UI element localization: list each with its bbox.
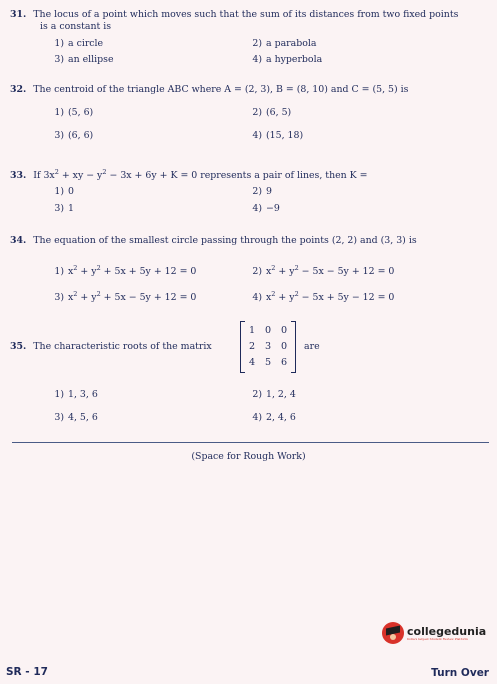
option: 2) a parabola [252, 38, 317, 49]
option: 3) $x^2 + y^2 + 5x - 5y + 12 = 0$ [54, 290, 197, 304]
question-text: The equation of the smallest circle passing through the points (2, 2) and (3, 3) is [33, 235, 417, 246]
option: 2) (6, 5) [252, 107, 292, 118]
option: 1) $x^2 + y^2 + 5x + 5y + 12 = 0$ [54, 264, 197, 278]
option: 1) (5, 6) [54, 107, 94, 118]
question-33 [10, 166, 487, 182]
matrix-cell: 0 [280, 341, 288, 352]
question-number: 31. [10, 9, 27, 20]
option: 1) 0 [54, 186, 74, 197]
option: 4) (15, 18) [252, 130, 304, 141]
option: 2) 1, 2, 4 [252, 389, 296, 400]
question-text: The centroid of the triangle ABC where A = (2, 3), B = (8, 10) and C = (5, 5) is [33, 84, 409, 95]
question-31 [10, 9, 487, 33]
option: 4) $x^2 + y^2 - 5x + 5y - 12 = 0$ [252, 290, 395, 304]
matrix [240, 321, 296, 373]
logo-tagline: India's largest Student Review Platform [407, 636, 468, 641]
turn-over-label: Turn Over [431, 667, 489, 679]
question-text-cont: is a constant is [40, 21, 112, 32]
logo-icon [382, 622, 404, 644]
question-35 [10, 341, 212, 353]
matrix-cell: 0 [264, 325, 272, 336]
option: 2) 9 [252, 186, 272, 197]
question-number: 32. [10, 84, 27, 95]
option: 4) a hyperbola [252, 54, 323, 65]
matrix-cell: 0 [280, 325, 288, 336]
option: 4) 2, 4, 6 [252, 412, 296, 423]
matrix-cell: 6 [280, 357, 288, 368]
option: 3) 1 [54, 203, 74, 214]
collegedunia-logo [382, 622, 486, 644]
matrix-cell: 2 [248, 341, 256, 352]
right-bracket [291, 321, 296, 373]
matrix-cell: 3 [264, 341, 272, 352]
option: 3) an ellipse [54, 54, 114, 65]
question-text: The locus of a point which moves such that the sum of its distances from two fixed points [33, 9, 459, 20]
option: 3) (6, 6) [54, 130, 94, 141]
question-32 [10, 84, 487, 96]
option: 1) a circle [54, 38, 104, 49]
page-code: SR - 17 [6, 666, 48, 678]
option: 2) $x^2 + y^2 - 5x - 5y + 12 = 0$ [252, 264, 395, 278]
question-34 [10, 235, 487, 247]
question-text: The characteristic roots of the matrix [33, 341, 212, 352]
option: 3) 4, 5, 6 [54, 412, 98, 423]
matrix-cell: 4 [248, 357, 256, 368]
option: 4) −9 [252, 203, 280, 214]
question-text: If $3x^2$ + xy − $y^2 - 3x + 6y + K = 0$ represents a pair of lines, then K = [33, 168, 368, 182]
question-text-suffix: are [304, 341, 320, 352]
option: 1) 1, 3, 6 [54, 389, 98, 400]
matrix-cell: 5 [264, 357, 272, 368]
rough-work-label: (Space for Rough Work) [191, 451, 306, 462]
question-number: 34. [10, 235, 27, 246]
logo-name: collegedunia [407, 624, 487, 638]
question-number: 33. [10, 170, 27, 182]
question-number: 35. [10, 341, 27, 352]
matrix-cell: 1 [248, 325, 256, 336]
divider [12, 442, 489, 443]
